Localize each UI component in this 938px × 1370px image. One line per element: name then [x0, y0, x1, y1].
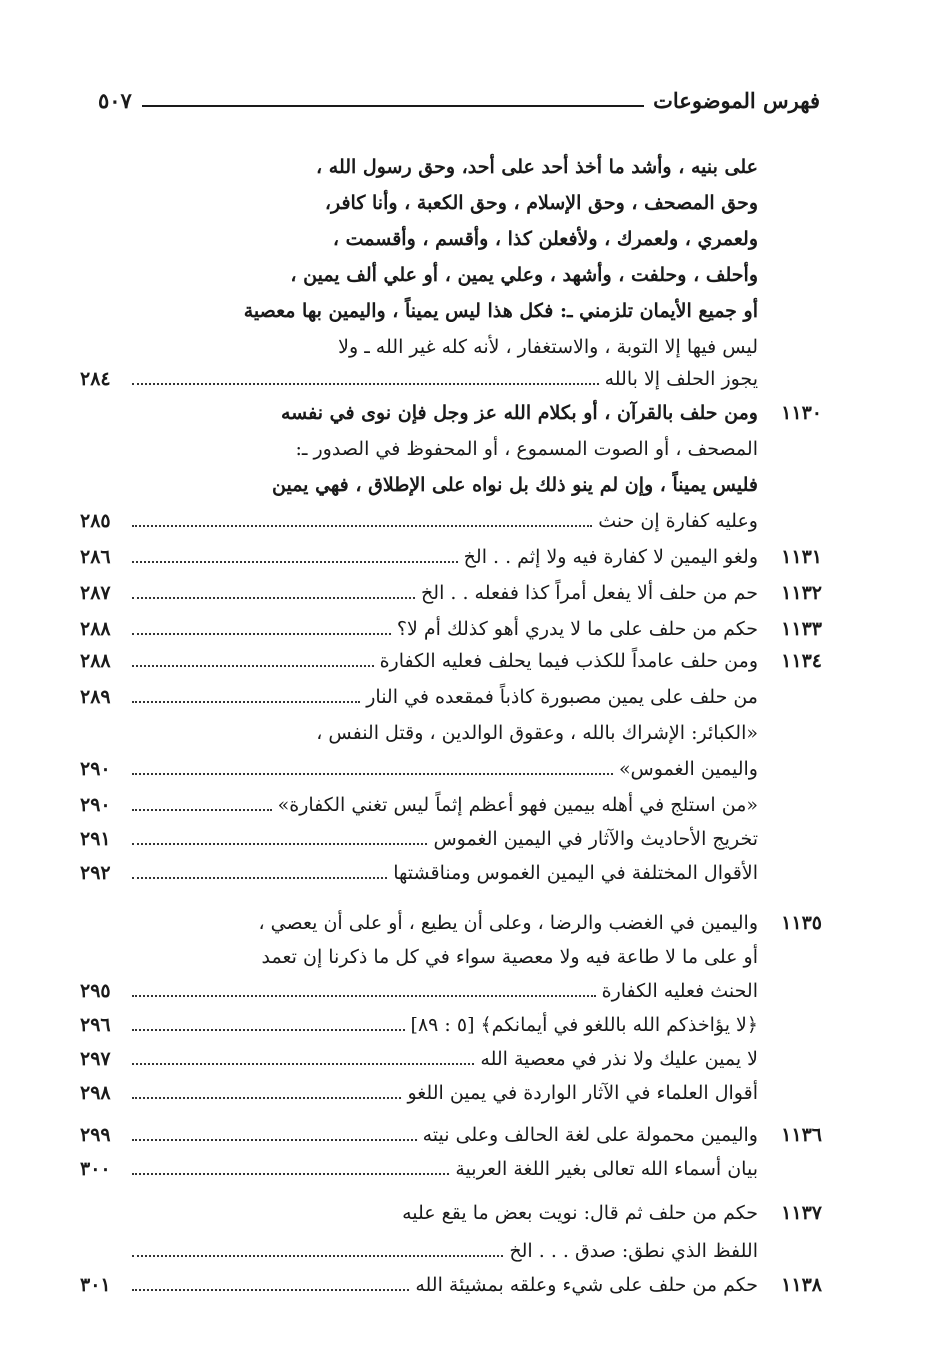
entry-number: ١١٣٧ [781, 1202, 822, 1224]
entry-page: ٢٨٨ [80, 618, 111, 640]
entry-text: حكم من حلف على ما لا يدري أهو كذلك أم لا؟ [396, 618, 758, 640]
entry-text: وحق المصحف ، وحق الإسلام ، وحق الكعبة ، وأنا كافر، [324, 192, 758, 214]
entry-text: من حلف على يمين مصبورة كاذباً فمقعده في النار [366, 686, 758, 708]
entry-text: ولغو اليمين لا كفارة فيه ولا إثم . . الخ [463, 546, 758, 568]
toc-entry [80, 906, 822, 940]
entry-text: «من استلج في أهله بيمين فهو أعظم إثماً ليس تغني الكفارة» [277, 794, 758, 816]
toc-entry [80, 396, 822, 430]
toc-entry [80, 1234, 822, 1268]
toc-entry [80, 612, 822, 646]
dot-leader [132, 1173, 449, 1175]
dot-leader [132, 561, 458, 563]
dot-leader [132, 597, 415, 599]
dot-leader [132, 877, 387, 879]
toc-entry [80, 540, 822, 574]
entry-page: ٢٩٨ [80, 1082, 111, 1104]
dot-leader [132, 383, 599, 385]
entry-text: وعليه كفارة إن حنث [598, 510, 758, 532]
entry-text: واليمين محمولة على لغة الحالف وعلى نيته [422, 1124, 758, 1146]
entry-text: أو جميع الأيمان تلزمني ـ: فكل هذا ليس يميناً ، واليمين بها معصية [243, 300, 758, 322]
entry-page: ٢٨٧ [80, 582, 111, 604]
toc-entry [80, 680, 822, 714]
toc-entry [80, 1042, 822, 1076]
toc-entry [80, 504, 822, 538]
entry-number: ١١٣٢ [781, 582, 822, 604]
toc-entry [80, 856, 822, 890]
entry-text: ولعمري ، ولعمرك ، ولأفعلن كذا ، وأقسم ، وأقسمت ، [332, 228, 758, 250]
entry-text: يجوز الحلف إلا بالله [604, 368, 758, 390]
toc-entry [80, 576, 822, 610]
entry-page: ٢٩٧ [80, 1048, 111, 1070]
toc-entry [80, 1118, 822, 1152]
entry-text: حكم من حلف على شيء وعلقه بمشيئة الله [415, 1274, 758, 1296]
toc-entry [80, 222, 822, 256]
entry-page: ٢٩٩ [80, 1124, 111, 1146]
entry-text: بيان أسماء الله تعالى بغير اللغة العربية [455, 1158, 758, 1180]
dot-leader [132, 1139, 417, 1141]
entry-text: فليس يميناً ، وإن لم ينو ذلك بل نواه على الإطلاق ، فهي يمين [272, 474, 758, 496]
page-title: فهرس الموضوعات [653, 88, 820, 113]
toc-entry [80, 1076, 822, 1110]
toc-entry [80, 468, 822, 502]
toc-entry [80, 752, 822, 786]
toc-entry [80, 1008, 822, 1042]
entry-page: ٢٨٩ [80, 686, 111, 708]
toc-entry [80, 822, 822, 856]
toc-entry [80, 1196, 822, 1230]
toc-entry [80, 644, 822, 678]
entry-text: الحنث فعليه الكفارة [601, 980, 758, 1002]
entry-page: ٢٨٤ [80, 368, 111, 390]
toc-entry [80, 150, 822, 184]
entry-page: ٢٩١ [80, 828, 111, 850]
toc-entry [80, 186, 822, 220]
entry-text: «الكبائر: الإشراك بالله ، وعقوق الوالدين ، وقتل النفس ، [316, 722, 758, 744]
entry-page: ٢٩٦ [80, 1014, 111, 1036]
toc-entry [80, 788, 822, 822]
entry-number: ١١٣٦ [781, 1124, 822, 1146]
entry-text: على بنيه ، وأشد ما أخذ أحد على أحد، وحق رسول الله ، [316, 156, 758, 178]
toc-entry [80, 258, 822, 292]
dot-leader [132, 633, 391, 635]
entry-text: المصحف ، أو الصوت المسموع ، أو المحفوظ في الصدور ـ: [295, 438, 758, 460]
dot-leader [132, 843, 427, 845]
entry-number: ١١٣٤ [781, 650, 822, 672]
entry-page: ٢٩٢ [80, 862, 111, 884]
entry-text: ومن حلف عامداً للكذب فيما يحلف فعليه الكفارة [379, 650, 758, 672]
entry-text: ومن حلف بالقرآن ، أو بكلام الله عز وجل فإن نوى في نفسه [281, 402, 758, 424]
dot-leader [132, 1029, 405, 1031]
entry-text: واليمين في الغضب والرضا ، وعلى أن يطيع ، أو على أن يعصي ، [258, 912, 758, 934]
toc-entry [80, 1152, 822, 1186]
entry-text: وأحلف ، وحلفت ، وأشهد ، وعلي يمين ، أو علي ألف يمين ، [290, 264, 758, 286]
entry-page: ٣٠١ [80, 1274, 111, 1296]
dot-leader [132, 525, 592, 527]
entry-page: ٢٩٠ [80, 758, 111, 780]
entry-number: ١١٣٠ [781, 402, 822, 424]
dot-leader [132, 995, 596, 997]
entry-text: لا يمين عليك ولا نذر في معصية الله [480, 1048, 758, 1070]
toc-entry [80, 974, 822, 1008]
entry-text: حم من حلف ألا يفعل أمراً كذا ففعله . . الخ [421, 582, 758, 604]
dot-leader [132, 1097, 401, 1099]
entry-page: ٢٨٦ [80, 546, 111, 568]
entry-page: ٢٩٥ [80, 980, 111, 1002]
entry-page: ٢٩٠ [80, 794, 111, 816]
entry-page: ٣٠٠ [80, 1158, 111, 1180]
dot-leader [132, 1255, 503, 1257]
page-header [98, 88, 820, 122]
dot-leader [132, 809, 272, 811]
dot-leader [132, 665, 374, 667]
entry-text: ليس فيها إلا التوبة ، والاستغفار ، لأنه كله غير الله ـ ولا [338, 336, 758, 358]
entry-number: ١١٣١ [781, 546, 822, 568]
entry-text: الأقوال المختلفة في اليمين الغموس ومناقشتها [393, 862, 758, 884]
entry-number: ١١٣٣ [781, 618, 822, 640]
page-number: ٥٠٧ [98, 88, 132, 113]
entry-number: ١١٣٨ [781, 1274, 822, 1296]
entry-text: اللفظ الذي نطق: صدق . . . الخ [509, 1240, 758, 1262]
dot-leader [132, 1063, 474, 1065]
dot-leader [132, 1289, 409, 1291]
entry-text: تخريج الأحاديث والآثار في اليمين الغموس [433, 828, 758, 850]
toc-entry [80, 940, 822, 974]
toc-entry [80, 1268, 822, 1302]
dot-leader [132, 701, 360, 703]
entry-text: واليمين الغموس» [618, 758, 758, 780]
entry-text: حكم من حلف ثم قال: نويت بعض ما يقع عليه [402, 1202, 758, 1224]
header-rule [142, 105, 644, 107]
entry-page: ٢٨٨ [80, 650, 111, 672]
entry-text: ﴿لا يؤاخذكم الله باللغو في أيمانكم﴾ [٥ : ٨٩] [410, 1014, 758, 1036]
entry-text: أو على ما لا طاعة فيه ولا معصية سواء في كل ما ذكرنا إن تعمد [261, 946, 758, 968]
toc-entry [80, 362, 822, 396]
toc-entry [80, 330, 822, 364]
entry-text: أقوال العلماء في الآثار الواردة في يمين اللغو [407, 1082, 758, 1104]
toc-entry [80, 716, 822, 750]
toc-entry [80, 294, 822, 328]
toc-entry [80, 432, 822, 466]
dot-leader [132, 773, 613, 775]
entry-number: ١١٣٥ [781, 912, 822, 934]
entry-page: ٢٨٥ [80, 510, 111, 532]
